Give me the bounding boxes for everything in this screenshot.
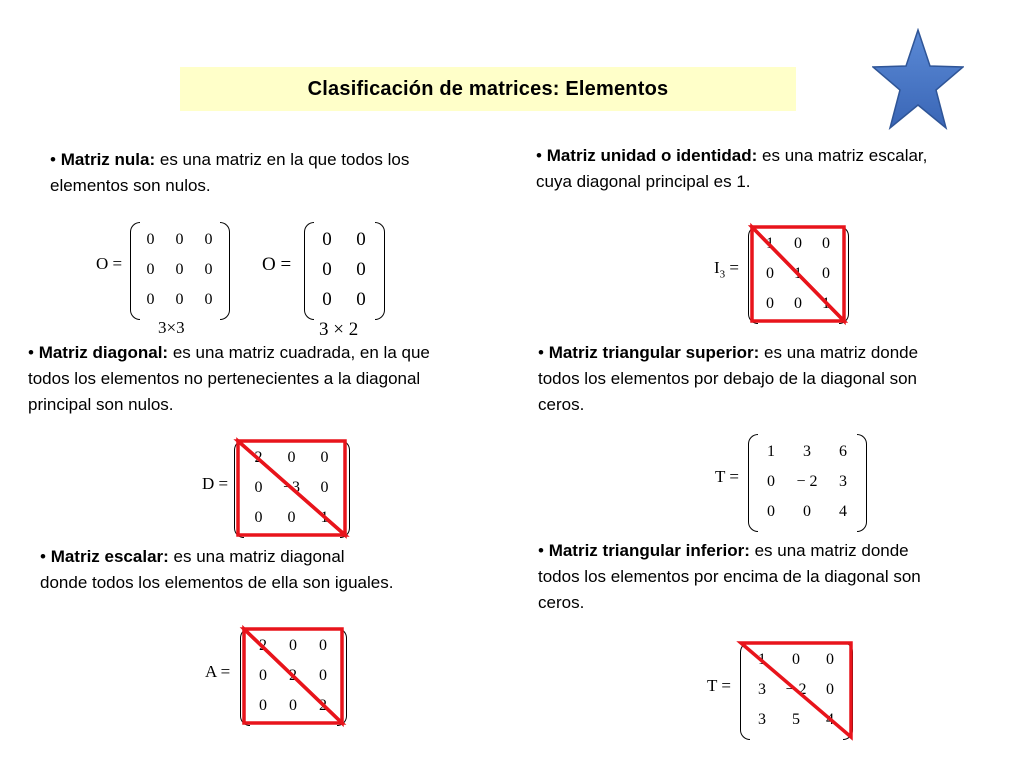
matrix-cell: 0 bbox=[319, 637, 327, 654]
matrix-cell: 0 bbox=[204, 261, 213, 278]
matrix-diagonal bbox=[234, 440, 349, 536]
matrix-cell: 0 bbox=[259, 667, 267, 684]
matrix-cell: 3 bbox=[758, 711, 766, 728]
matrix-cell: 0 bbox=[356, 259, 366, 280]
matrix-cell: 0 bbox=[175, 261, 184, 278]
matrix-cell: 0 bbox=[254, 479, 263, 496]
matrix-cell: 4 bbox=[826, 711, 834, 728]
superior-label: T = bbox=[715, 467, 739, 486]
matrix-cell: 2 bbox=[259, 637, 267, 654]
matrix-nula-3x2 bbox=[304, 222, 384, 318]
escalar-text: • Matriz escalar: es una matriz diagonal donde todos los elementos de ella son iguales. bbox=[40, 547, 394, 592]
matrix-cell: 0 bbox=[792, 651, 800, 668]
matrix-cell: 0 bbox=[320, 479, 329, 496]
matrix-cell: − 2 bbox=[785, 681, 807, 698]
matrix-cell: 0 bbox=[766, 295, 774, 312]
identidad-label: $I_3$ = bbox=[714, 258, 740, 281]
upper-triangle-mark bbox=[741, 643, 851, 737]
nula-m2-dim: 3 × 2 bbox=[319, 319, 359, 340]
matrix-cell: 1 bbox=[822, 295, 830, 312]
matrix-cell: 0 bbox=[259, 697, 267, 714]
matrix-cell: 1 bbox=[794, 265, 802, 282]
matrix-cell: 0 bbox=[175, 231, 184, 248]
diagonal-label: D = bbox=[202, 474, 229, 493]
escalar-label: A = bbox=[205, 662, 231, 681]
nula-text: • Matriz nula: es una matriz en la que todos los elementos son nulos. bbox=[50, 150, 410, 195]
matrix-cell: 1 bbox=[766, 235, 774, 252]
matrix-cell: 0 bbox=[767, 503, 775, 520]
superior-text: • Matriz triangular superior: es una matriz donde todos los elementos por debajo de la diagonal son ceros. bbox=[538, 343, 919, 414]
matrix-cell: 0 bbox=[356, 229, 366, 250]
matrix-cell: 0 bbox=[826, 651, 834, 668]
matrix-cell: 2 bbox=[289, 667, 297, 684]
matrix-cell: 6 bbox=[839, 443, 847, 460]
highlight-triangles bbox=[748, 226, 848, 322]
escalar-term: Matriz escalar: bbox=[50, 547, 169, 566]
matrix-cell: 0 bbox=[319, 667, 327, 684]
matrix-cell: 0 bbox=[822, 265, 830, 282]
matrix-cell: 0 bbox=[146, 261, 155, 278]
matrix-cell: 1 bbox=[767, 443, 775, 460]
matrix-cell: 3 bbox=[839, 473, 847, 490]
matrix-cell: −3 bbox=[282, 479, 301, 496]
matrix-cell: 2 bbox=[319, 697, 327, 714]
matrix-triangular-inferior bbox=[740, 642, 852, 738]
matrix-cell: 1 bbox=[320, 509, 329, 526]
matrix-cell: − 2 bbox=[796, 473, 818, 490]
matrix-cell: 0 bbox=[320, 449, 329, 466]
matrix-cell: 0 bbox=[287, 449, 296, 466]
matrix-cell: 0 bbox=[356, 289, 366, 310]
title-box bbox=[180, 67, 796, 111]
matrix-cell: 0 bbox=[204, 231, 213, 248]
matrix-cell: 1 bbox=[758, 651, 766, 668]
matrix-cell: 3 bbox=[758, 681, 766, 698]
lower-triangle-mark bbox=[238, 441, 345, 535]
matrix-cell: 0 bbox=[794, 235, 802, 252]
inferior-term: Matriz triangular inferior: bbox=[548, 541, 750, 560]
matrix-triangular-superior bbox=[748, 434, 866, 530]
highlight-triangles bbox=[234, 440, 349, 536]
nula-m1-label: O = bbox=[96, 254, 123, 273]
matrix-cell: 0 bbox=[766, 265, 774, 282]
identidad-term: Matriz unidad o identidad: bbox=[546, 146, 758, 165]
nula-m1-dim: 3×3 bbox=[158, 318, 185, 337]
lower-triangle-mark bbox=[244, 629, 342, 723]
matrix-cell: 0 bbox=[322, 229, 332, 250]
matrix-nula-3x3 bbox=[130, 222, 229, 318]
matrix-cell: 0 bbox=[822, 235, 830, 252]
superior-term: Matriz triangular superior: bbox=[548, 343, 760, 362]
matrix-cell: 0 bbox=[767, 473, 775, 490]
matrix-cell: 0 bbox=[322, 259, 332, 280]
matrix-cell: 4 bbox=[839, 503, 847, 520]
diagonal-text: • Matriz diagonal: es una matriz cuadrada, en la que todos los elementos no pertenecientes a la diagonal principal son nulos. bbox=[28, 343, 430, 414]
matrix-cell: 0 bbox=[322, 289, 332, 310]
matrix-cell: 0 bbox=[794, 295, 802, 312]
inferior-label: T = bbox=[707, 676, 731, 695]
nula-term: Matriz nula: bbox=[60, 150, 156, 169]
matrix-cell: 0 bbox=[287, 509, 296, 526]
matrix-cell: 0 bbox=[146, 231, 155, 248]
matrix-cell: 0 bbox=[289, 637, 297, 654]
matrix-cell: 0 bbox=[803, 503, 811, 520]
matrix-cell: 0 bbox=[146, 291, 155, 308]
highlight-triangles bbox=[240, 628, 346, 724]
identidad-text: • Matriz unidad o identidad: es una matriz escalar, cuya diagonal principal es 1. bbox=[536, 146, 928, 191]
matrix-cell: 0 bbox=[204, 291, 213, 308]
matrix-identidad bbox=[748, 226, 848, 322]
matrix-cell: 5 bbox=[792, 711, 800, 728]
matrix-cell: 2 bbox=[254, 449, 263, 466]
matrix-escalar bbox=[240, 628, 346, 724]
matrix-cell: 0 bbox=[826, 681, 834, 698]
diagonal-term: Matriz diagonal: bbox=[38, 343, 169, 362]
matrix-cell: 3 bbox=[803, 443, 811, 460]
matrix-cell: 0 bbox=[175, 291, 184, 308]
matrix-cell: 0 bbox=[289, 697, 297, 714]
highlight-triangles bbox=[740, 642, 852, 738]
matrix-cell: 0 bbox=[254, 509, 263, 526]
nula-m2-label: O = bbox=[262, 254, 292, 275]
star-icon[interactable] bbox=[872, 28, 964, 132]
inferior-text: • Matriz triangular inferior: es una matriz donde todos los elementos por encima de la diagonal son ceros. bbox=[538, 541, 921, 612]
page-title: Clasificación de matrices: Elementos bbox=[307, 77, 669, 100]
lower-triangle-mark bbox=[752, 227, 844, 321]
